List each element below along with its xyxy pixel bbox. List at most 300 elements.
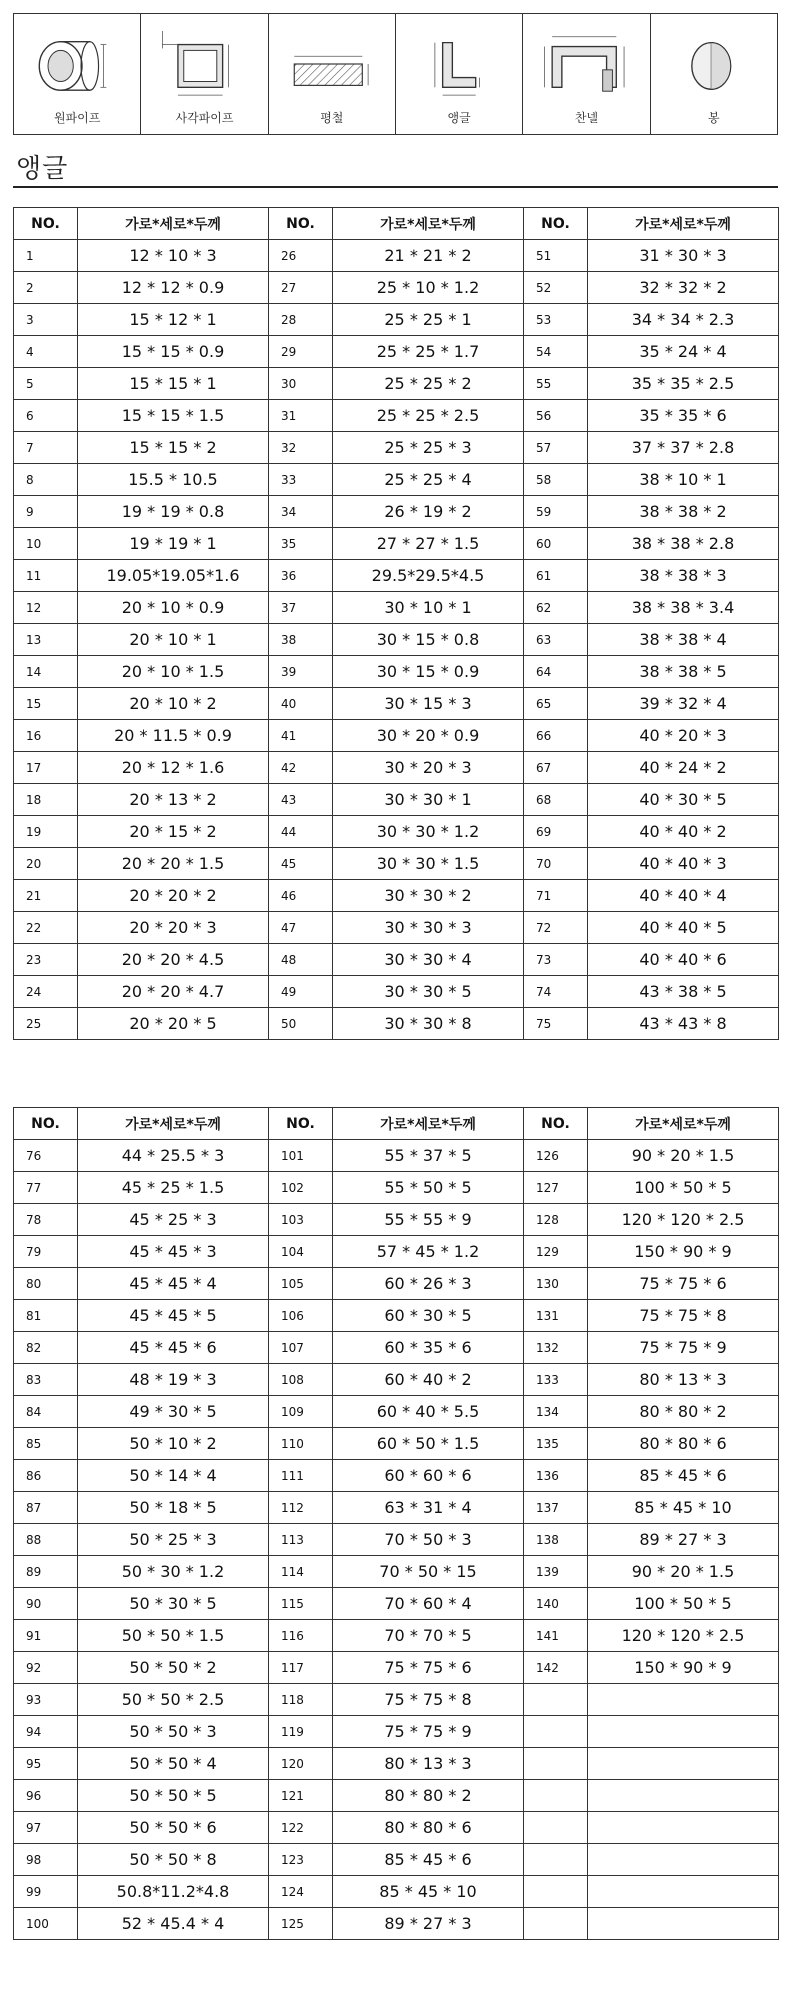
dimension-value: 20 * 20 * 4.5 bbox=[78, 944, 269, 976]
row-number bbox=[524, 1812, 588, 1844]
row-number: 113 bbox=[269, 1524, 333, 1556]
table-row bbox=[14, 496, 779, 528]
row-number: 99 bbox=[14, 1876, 78, 1908]
row-number: 137 bbox=[524, 1492, 588, 1524]
row-number: 74 bbox=[524, 976, 588, 1008]
row-number: 109 bbox=[269, 1396, 333, 1428]
row-number: 45 bbox=[269, 848, 333, 880]
dimension-value: 45 * 25 * 1.5 bbox=[78, 1172, 269, 1204]
row-number: 61 bbox=[524, 560, 588, 592]
dimension-value: 26 * 19 * 2 bbox=[333, 496, 524, 528]
dimension-value: 45 * 45 * 4 bbox=[78, 1268, 269, 1300]
header-no: NO. bbox=[524, 208, 588, 240]
dimension-value: 20 * 12 * 1.6 bbox=[78, 752, 269, 784]
row-number: 66 bbox=[524, 720, 588, 752]
dimension-value: 75 * 75 * 8 bbox=[333, 1684, 524, 1716]
dimension-value: 25 * 25 * 3 bbox=[333, 432, 524, 464]
row-number: 19 bbox=[14, 816, 78, 848]
row-number: 78 bbox=[14, 1204, 78, 1236]
row-number: 39 bbox=[269, 656, 333, 688]
dimension-value: 35 * 24 * 4 bbox=[588, 336, 779, 368]
row-number bbox=[524, 1716, 588, 1748]
row-number: 15 bbox=[14, 688, 78, 720]
dimension-value: 40 * 40 * 5 bbox=[588, 912, 779, 944]
row-number: 57 bbox=[524, 432, 588, 464]
row-number: 92 bbox=[14, 1652, 78, 1684]
angle-icon bbox=[396, 24, 522, 104]
row-number: 11 bbox=[14, 560, 78, 592]
row-number: 52 bbox=[524, 272, 588, 304]
dimension-value: 50 * 18 * 5 bbox=[78, 1492, 269, 1524]
row-number: 83 bbox=[14, 1364, 78, 1396]
dimension-value: 85 * 45 * 10 bbox=[333, 1876, 524, 1908]
row-number: 87 bbox=[14, 1492, 78, 1524]
dimension-value: 38 * 38 * 3 bbox=[588, 560, 779, 592]
dimension-value: 20 * 11.5 * 0.9 bbox=[78, 720, 269, 752]
row-number bbox=[524, 1908, 588, 1940]
dimension-value: 20 * 20 * 3 bbox=[78, 912, 269, 944]
row-number: 85 bbox=[14, 1428, 78, 1460]
dimension-value: 45 * 45 * 6 bbox=[78, 1332, 269, 1364]
dimension-value: 38 * 10 * 1 bbox=[588, 464, 779, 496]
dimension-value: 25 * 25 * 1.7 bbox=[333, 336, 524, 368]
dimension-value: 20 * 20 * 2 bbox=[78, 880, 269, 912]
dimension-value: 19 * 19 * 0.8 bbox=[78, 496, 269, 528]
row-number: 24 bbox=[14, 976, 78, 1008]
row-number: 141 bbox=[524, 1620, 588, 1652]
row-number: 59 bbox=[524, 496, 588, 528]
table-row bbox=[14, 1908, 779, 1940]
table-row bbox=[14, 1620, 779, 1652]
table-row bbox=[14, 1556, 779, 1588]
dimension-value: 30 * 30 * 5 bbox=[333, 976, 524, 1008]
dimension-value: 85 * 45 * 10 bbox=[588, 1492, 779, 1524]
row-number: 117 bbox=[269, 1652, 333, 1684]
header-no: NO. bbox=[14, 1108, 78, 1140]
table-row bbox=[14, 1204, 779, 1236]
table-row bbox=[14, 912, 779, 944]
dimension-value: 20 * 10 * 1.5 bbox=[78, 656, 269, 688]
row-number: 3 bbox=[14, 304, 78, 336]
dimension-value: 90 * 20 * 1.5 bbox=[588, 1556, 779, 1588]
row-number: 90 bbox=[14, 1588, 78, 1620]
table-row bbox=[14, 1172, 779, 1204]
dimension-value: 34 * 34 * 2.3 bbox=[588, 304, 779, 336]
table-row bbox=[14, 656, 779, 688]
row-number: 95 bbox=[14, 1748, 78, 1780]
row-number: 73 bbox=[524, 944, 588, 976]
row-number: 124 bbox=[269, 1876, 333, 1908]
dimension-value: 15 * 15 * 0.9 bbox=[78, 336, 269, 368]
table-row bbox=[14, 1492, 779, 1524]
dimension-value: 30 * 15 * 0.9 bbox=[333, 656, 524, 688]
row-number: 110 bbox=[269, 1428, 333, 1460]
dimension-value: 40 * 40 * 6 bbox=[588, 944, 779, 976]
category-channel[interactable] bbox=[523, 14, 650, 134]
row-number: 69 bbox=[524, 816, 588, 848]
square-pipe-icon bbox=[141, 24, 267, 104]
dimension-value: 80 * 80 * 2 bbox=[333, 1780, 524, 1812]
table-row bbox=[14, 528, 779, 560]
dimension-value: 38 * 38 * 2 bbox=[588, 496, 779, 528]
dimension-value: 89 * 27 * 3 bbox=[588, 1524, 779, 1556]
angle-spec-table-1 bbox=[13, 207, 779, 1040]
dimension-value: 35 * 35 * 2.5 bbox=[588, 368, 779, 400]
category-angle[interactable] bbox=[396, 14, 523, 134]
row-number: 136 bbox=[524, 1460, 588, 1492]
dimension-value: 75 * 75 * 9 bbox=[333, 1716, 524, 1748]
table-row bbox=[14, 688, 779, 720]
row-number: 4 bbox=[14, 336, 78, 368]
row-number: 47 bbox=[269, 912, 333, 944]
dimension-value: 44 * 25.5 * 3 bbox=[78, 1140, 269, 1172]
dimension-value: 70 * 70 * 5 bbox=[333, 1620, 524, 1652]
header-no: NO. bbox=[14, 208, 78, 240]
category-label: 찬넬 bbox=[574, 111, 599, 125]
dimension-value: 15 * 15 * 1.5 bbox=[78, 400, 269, 432]
dimension-value: 25 * 25 * 1 bbox=[333, 304, 524, 336]
dimension-value: 48 * 19 * 3 bbox=[78, 1364, 269, 1396]
header-dimension: 가로*세로*두께 bbox=[78, 1108, 269, 1140]
dimension-value: 30 * 15 * 3 bbox=[333, 688, 524, 720]
dimension-value: 38 * 38 * 4 bbox=[588, 624, 779, 656]
table-row bbox=[14, 1364, 779, 1396]
dimension-value: 19 * 19 * 1 bbox=[78, 528, 269, 560]
row-number: 102 bbox=[269, 1172, 333, 1204]
dimension-value: 50 * 50 * 2 bbox=[78, 1652, 269, 1684]
row-number: 130 bbox=[524, 1268, 588, 1300]
dimension-value: 57 * 45 * 1.2 bbox=[333, 1236, 524, 1268]
row-number: 115 bbox=[269, 1588, 333, 1620]
dimension-value: 150 * 90 * 9 bbox=[588, 1652, 779, 1684]
dimension-value: 50 * 50 * 8 bbox=[78, 1844, 269, 1876]
row-number: 62 bbox=[524, 592, 588, 624]
table-row bbox=[14, 1780, 779, 1812]
row-number: 21 bbox=[14, 880, 78, 912]
row-number: 98 bbox=[14, 1844, 78, 1876]
row-number: 34 bbox=[269, 496, 333, 528]
category-label: 앵글 bbox=[447, 111, 471, 125]
row-number: 13 bbox=[14, 624, 78, 656]
dimension-value: 40 * 40 * 4 bbox=[588, 880, 779, 912]
dimension-value: 40 * 40 * 3 bbox=[588, 848, 779, 880]
dimension-value bbox=[588, 1876, 779, 1908]
dimension-value: 12 * 12 * 0.9 bbox=[78, 272, 269, 304]
dimension-value: 30 * 30 * 1 bbox=[333, 784, 524, 816]
row-number: 70 bbox=[524, 848, 588, 880]
table-row bbox=[14, 432, 779, 464]
dimension-value bbox=[588, 1780, 779, 1812]
dimension-value: 70 * 50 * 15 bbox=[333, 1556, 524, 1588]
category-label: 봉 bbox=[708, 111, 720, 125]
dimension-value: 50 * 50 * 3 bbox=[78, 1716, 269, 1748]
table-row bbox=[14, 1008, 779, 1040]
dimension-value: 20 * 20 * 4.7 bbox=[78, 976, 269, 1008]
category-square-pipe[interactable] bbox=[141, 14, 268, 134]
dimension-value: 75 * 75 * 9 bbox=[588, 1332, 779, 1364]
dimension-value: 55 * 50 * 5 bbox=[333, 1172, 524, 1204]
row-number: 8 bbox=[14, 464, 78, 496]
row-number: 17 bbox=[14, 752, 78, 784]
dimension-value: 60 * 35 * 6 bbox=[333, 1332, 524, 1364]
dimension-value: 15.5 * 10.5 bbox=[78, 464, 269, 496]
dimension-value: 30 * 30 * 2 bbox=[333, 880, 524, 912]
header-dimension: 가로*세로*두께 bbox=[588, 1108, 779, 1140]
flat-bar-icon bbox=[269, 24, 395, 104]
row-number: 112 bbox=[269, 1492, 333, 1524]
row-number: 103 bbox=[269, 1204, 333, 1236]
dimension-value: 30 * 20 * 3 bbox=[333, 752, 524, 784]
dimension-value: 50 * 14 * 4 bbox=[78, 1460, 269, 1492]
dimension-value: 20 * 10 * 0.9 bbox=[78, 592, 269, 624]
dimension-value: 30 * 10 * 1 bbox=[333, 592, 524, 624]
dimension-value: 100 * 50 * 5 bbox=[588, 1172, 779, 1204]
round-pipe-icon bbox=[14, 24, 140, 104]
dimension-value: 45 * 45 * 5 bbox=[78, 1300, 269, 1332]
dimension-value: 29.5*29.5*4.5 bbox=[333, 560, 524, 592]
table-row bbox=[14, 1396, 779, 1428]
dimension-value: 19.05*19.05*1.6 bbox=[78, 560, 269, 592]
row-number: 142 bbox=[524, 1652, 588, 1684]
table-row bbox=[14, 1140, 779, 1172]
row-number: 114 bbox=[269, 1556, 333, 1588]
row-number: 107 bbox=[269, 1332, 333, 1364]
dimension-value: 20 * 10 * 2 bbox=[78, 688, 269, 720]
table-row bbox=[14, 816, 779, 848]
row-number bbox=[524, 1876, 588, 1908]
dimension-value: 45 * 25 * 3 bbox=[78, 1204, 269, 1236]
dimension-value: 85 * 45 * 6 bbox=[588, 1460, 779, 1492]
table-row bbox=[14, 1300, 779, 1332]
row-number: 7 bbox=[14, 432, 78, 464]
dimension-value: 43 * 38 * 5 bbox=[588, 976, 779, 1008]
dimension-value: 40 * 20 * 3 bbox=[588, 720, 779, 752]
header-dimension: 가로*세로*두께 bbox=[333, 1108, 524, 1140]
dimension-value: 30 * 30 * 1.5 bbox=[333, 848, 524, 880]
row-number: 132 bbox=[524, 1332, 588, 1364]
dimension-value: 50 * 50 * 1.5 bbox=[78, 1620, 269, 1652]
row-number: 9 bbox=[14, 496, 78, 528]
row-number: 84 bbox=[14, 1396, 78, 1428]
row-number bbox=[524, 1780, 588, 1812]
dimension-value: 50.8*11.2*4.8 bbox=[78, 1876, 269, 1908]
row-number: 123 bbox=[269, 1844, 333, 1876]
table-body bbox=[14, 1140, 779, 1940]
row-number: 77 bbox=[14, 1172, 78, 1204]
row-number: 133 bbox=[524, 1364, 588, 1396]
row-number: 64 bbox=[524, 656, 588, 688]
dimension-value: 80 * 80 * 6 bbox=[333, 1812, 524, 1844]
row-number: 134 bbox=[524, 1396, 588, 1428]
dimension-value: 35 * 35 * 6 bbox=[588, 400, 779, 432]
row-number: 76 bbox=[14, 1140, 78, 1172]
dimension-value: 20 * 15 * 2 bbox=[78, 816, 269, 848]
row-number: 26 bbox=[269, 240, 333, 272]
dimension-value: 55 * 37 * 5 bbox=[333, 1140, 524, 1172]
row-number: 27 bbox=[269, 272, 333, 304]
table-row bbox=[14, 592, 779, 624]
dimension-value: 75 * 75 * 6 bbox=[588, 1268, 779, 1300]
dimension-value: 12 * 10 * 3 bbox=[78, 240, 269, 272]
dimension-value: 80 * 80 * 2 bbox=[588, 1396, 779, 1428]
dimension-value: 52 * 45.4 * 4 bbox=[78, 1908, 269, 1940]
channel-icon bbox=[523, 24, 649, 104]
table-body bbox=[14, 240, 779, 1040]
row-number: 97 bbox=[14, 1812, 78, 1844]
dimension-value: 50 * 50 * 4 bbox=[78, 1748, 269, 1780]
row-number: 20 bbox=[14, 848, 78, 880]
dimension-value: 38 * 38 * 5 bbox=[588, 656, 779, 688]
table-row bbox=[14, 944, 779, 976]
dimension-value: 89 * 27 * 3 bbox=[333, 1908, 524, 1940]
row-number: 140 bbox=[524, 1588, 588, 1620]
dimension-value: 30 * 15 * 0.8 bbox=[333, 624, 524, 656]
dimension-value: 20 * 13 * 2 bbox=[78, 784, 269, 816]
row-number: 60 bbox=[524, 528, 588, 560]
dimension-value: 15 * 15 * 1 bbox=[78, 368, 269, 400]
row-number: 106 bbox=[269, 1300, 333, 1332]
table-row bbox=[14, 1460, 779, 1492]
row-number: 75 bbox=[524, 1008, 588, 1040]
dimension-value: 40 * 40 * 2 bbox=[588, 816, 779, 848]
section-title: 앵글 bbox=[16, 154, 69, 184]
dimension-value: 70 * 50 * 3 bbox=[333, 1524, 524, 1556]
dimension-value bbox=[588, 1716, 779, 1748]
table-row bbox=[14, 880, 779, 912]
dimension-value: 50 * 50 * 2.5 bbox=[78, 1684, 269, 1716]
table-row bbox=[14, 1236, 779, 1268]
row-number: 36 bbox=[269, 560, 333, 592]
row-number: 16 bbox=[14, 720, 78, 752]
row-number: 5 bbox=[14, 368, 78, 400]
row-number: 71 bbox=[524, 880, 588, 912]
dimension-value bbox=[588, 1844, 779, 1876]
dimension-value: 120 * 120 * 2.5 bbox=[588, 1620, 779, 1652]
row-number: 12 bbox=[14, 592, 78, 624]
table-row bbox=[14, 1748, 779, 1780]
dimension-value: 50 * 50 * 6 bbox=[78, 1812, 269, 1844]
dimension-value bbox=[588, 1748, 779, 1780]
dimension-value: 25 * 25 * 4 bbox=[333, 464, 524, 496]
row-number: 94 bbox=[14, 1716, 78, 1748]
angle-spec-table-2 bbox=[13, 1107, 779, 1940]
table-row bbox=[14, 1844, 779, 1876]
table-row bbox=[14, 848, 779, 880]
row-number: 72 bbox=[524, 912, 588, 944]
header-no: NO. bbox=[269, 1108, 333, 1140]
table-row bbox=[14, 624, 779, 656]
row-number: 38 bbox=[269, 624, 333, 656]
dimension-value: 50 * 25 * 3 bbox=[78, 1524, 269, 1556]
row-number: 86 bbox=[14, 1460, 78, 1492]
row-number: 14 bbox=[14, 656, 78, 688]
row-number: 91 bbox=[14, 1620, 78, 1652]
header-dimension: 가로*세로*두께 bbox=[78, 208, 269, 240]
category-flat-bar[interactable] bbox=[269, 14, 396, 134]
row-number: 43 bbox=[269, 784, 333, 816]
row-number: 105 bbox=[269, 1268, 333, 1300]
table-header-row bbox=[14, 1108, 779, 1140]
table-row bbox=[14, 784, 779, 816]
row-number: 65 bbox=[524, 688, 588, 720]
row-number bbox=[524, 1748, 588, 1780]
round-bar-icon bbox=[651, 24, 777, 104]
dimension-value: 30 * 30 * 3 bbox=[333, 912, 524, 944]
row-number: 139 bbox=[524, 1556, 588, 1588]
dimension-value: 25 * 10 * 1.2 bbox=[333, 272, 524, 304]
row-number: 33 bbox=[269, 464, 333, 496]
row-number: 89 bbox=[14, 1556, 78, 1588]
row-number: 46 bbox=[269, 880, 333, 912]
dimension-value: 100 * 50 * 5 bbox=[588, 1588, 779, 1620]
row-number: 63 bbox=[524, 624, 588, 656]
category-bar bbox=[13, 13, 778, 135]
table-row bbox=[14, 976, 779, 1008]
dimension-value: 60 * 60 * 6 bbox=[333, 1460, 524, 1492]
row-number: 108 bbox=[269, 1364, 333, 1396]
dimension-value: 80 * 13 * 3 bbox=[333, 1748, 524, 1780]
dimension-value: 55 * 55 * 9 bbox=[333, 1204, 524, 1236]
table-row bbox=[14, 1716, 779, 1748]
dimension-value: 60 * 40 * 2 bbox=[333, 1364, 524, 1396]
dimension-value: 20 * 10 * 1 bbox=[78, 624, 269, 656]
row-number: 129 bbox=[524, 1236, 588, 1268]
dimension-value: 30 * 30 * 4 bbox=[333, 944, 524, 976]
category-round-pipe[interactable] bbox=[14, 14, 141, 134]
category-round-bar[interactable] bbox=[651, 14, 777, 134]
row-number: 44 bbox=[269, 816, 333, 848]
table-row bbox=[14, 464, 779, 496]
dimension-value: 75 * 75 * 8 bbox=[588, 1300, 779, 1332]
row-number: 80 bbox=[14, 1268, 78, 1300]
dimension-value: 75 * 75 * 6 bbox=[333, 1652, 524, 1684]
dimension-value: 85 * 45 * 6 bbox=[333, 1844, 524, 1876]
dimension-value: 50 * 10 * 2 bbox=[78, 1428, 269, 1460]
table-row bbox=[14, 240, 779, 272]
row-number bbox=[524, 1844, 588, 1876]
row-number: 25 bbox=[14, 1008, 78, 1040]
table-row bbox=[14, 304, 779, 336]
dimension-value: 15 * 12 * 1 bbox=[78, 304, 269, 336]
dimension-value bbox=[588, 1812, 779, 1844]
dimension-value: 39 * 32 * 4 bbox=[588, 688, 779, 720]
row-number: 96 bbox=[14, 1780, 78, 1812]
row-number: 56 bbox=[524, 400, 588, 432]
table-row bbox=[14, 1524, 779, 1556]
row-number: 127 bbox=[524, 1172, 588, 1204]
dimension-value: 25 * 25 * 2 bbox=[333, 368, 524, 400]
dimension-value: 30 * 30 * 8 bbox=[333, 1008, 524, 1040]
dimension-value: 32 * 32 * 2 bbox=[588, 272, 779, 304]
row-number: 58 bbox=[524, 464, 588, 496]
dimension-value: 50 * 30 * 5 bbox=[78, 1588, 269, 1620]
table-row bbox=[14, 272, 779, 304]
row-number: 32 bbox=[269, 432, 333, 464]
table-row bbox=[14, 1268, 779, 1300]
dimension-value: 60 * 26 * 3 bbox=[333, 1268, 524, 1300]
row-number: 28 bbox=[269, 304, 333, 336]
row-number: 31 bbox=[269, 400, 333, 432]
dimension-value: 60 * 30 * 5 bbox=[333, 1300, 524, 1332]
row-number: 120 bbox=[269, 1748, 333, 1780]
row-number: 1 bbox=[14, 240, 78, 272]
dimension-value: 120 * 120 * 2.5 bbox=[588, 1204, 779, 1236]
row-number: 128 bbox=[524, 1204, 588, 1236]
row-number: 79 bbox=[14, 1236, 78, 1268]
row-number: 48 bbox=[269, 944, 333, 976]
dimension-value: 27 * 27 * 1.5 bbox=[333, 528, 524, 560]
row-number: 88 bbox=[14, 1524, 78, 1556]
